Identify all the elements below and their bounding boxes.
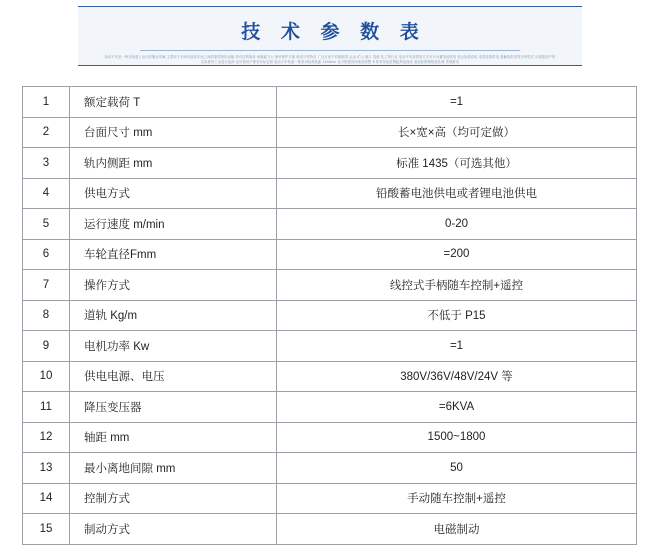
table-row: [23, 361, 637, 392]
row-number: 15: [23, 514, 70, 545]
header-subtext: 电动平车是一种在轨道上运行的搬运车辆 主要用于车间内部或车间之间的重型物料运输 具有结构简单 承载能力大 使用维护方便 耗电少等特点 广泛应用于机械制造 冶金 矿山 港口 造船 化工等行业 电动平车按供电方式可分为蓄电池供电 低压轨道供电 电缆卷筒供电 滑触线供电等多种型式 可根据用户的实际使用工况进行选择 也可按用户要求非标定制 电动平车轨道一般采用标准轨距 1435mm 也可根据现场情况调整 车体采用优质钢板焊接而成 表面经除锈喷漆处理 美观耐用: [104, 55, 556, 64]
table-row: [23, 87, 637, 118]
table-row: [23, 270, 637, 301]
row-number: 1: [23, 87, 70, 118]
banner-divider: [140, 50, 520, 51]
row-number: 7: [23, 270, 70, 301]
row-item-label: 道轨 Kg/m: [70, 300, 277, 331]
table-row: [23, 209, 637, 240]
row-number: 10: [23, 361, 70, 392]
row-item-value: 标准 1435（可选其他）: [277, 148, 637, 179]
row-item-value: 0-20: [277, 209, 637, 240]
row-number: 4: [23, 178, 70, 209]
row-item-value: 铅酸蓄电池供电或者锂电池供电: [277, 178, 637, 209]
row-item-label: 额定载荷 T: [70, 87, 277, 118]
header-banner: [78, 6, 582, 66]
row-item-label: 操作方式: [70, 270, 277, 301]
row-number: 3: [23, 148, 70, 179]
table-row: [23, 178, 637, 209]
row-item-label: 轴距 mm: [70, 422, 277, 453]
table-row: [23, 117, 637, 148]
row-item-label: 车轮直径Fmm: [70, 239, 277, 270]
row-item-value: 线控式手柄随车控制+遥控: [277, 270, 637, 301]
row-item-label: 轨内侧距 mm: [70, 148, 277, 179]
row-item-value: 不低于 P15: [277, 300, 637, 331]
spec-table-body: [23, 87, 637, 545]
table-row: [23, 392, 637, 423]
row-item-value: 50: [277, 453, 637, 484]
row-number: 9: [23, 331, 70, 362]
table-row: [23, 300, 637, 331]
row-number: 8: [23, 300, 70, 331]
row-number: 11: [23, 392, 70, 423]
row-item-label: 降压变压器: [70, 392, 277, 423]
table-row: [23, 422, 637, 453]
table-row: [23, 483, 637, 514]
row-number: 13: [23, 453, 70, 484]
table-row: [23, 453, 637, 484]
row-item-value: 1500~1800: [277, 422, 637, 453]
row-item-value: 手动随车控制+遥控: [277, 483, 637, 514]
row-number: 6: [23, 239, 70, 270]
row-item-label: 控制方式: [70, 483, 277, 514]
row-item-value: =6KVA: [277, 392, 637, 423]
row-item-label: 台面尺寸 mm: [70, 117, 277, 148]
row-item-value: =200: [277, 239, 637, 270]
row-item-value: =1: [277, 331, 637, 362]
table-row: [23, 331, 637, 362]
row-item-label: 电机功率 Kw: [70, 331, 277, 362]
row-item-label: 制动方式: [70, 514, 277, 545]
row-item-label: 供电电源、电压: [70, 361, 277, 392]
spec-table: [22, 86, 637, 545]
row-item-value: 长×宽×高（均可定做）: [277, 117, 637, 148]
row-item-value: 电磁制动: [277, 514, 637, 545]
row-item-label: 最小离地间隙 mm: [70, 453, 277, 484]
row-number: 14: [23, 483, 70, 514]
page-title: 技 术 参 数 表: [241, 21, 426, 43]
row-number: 5: [23, 209, 70, 240]
table-row: [23, 148, 637, 179]
row-item-label: 运行速度 m/min: [70, 209, 277, 240]
row-number: 2: [23, 117, 70, 148]
table-row: [23, 514, 637, 545]
row-item-label: 供电方式: [70, 178, 277, 209]
row-number: 12: [23, 422, 70, 453]
table-row: [23, 239, 637, 270]
row-item-value: 380V/36V/48V/24V 等: [277, 361, 637, 392]
row-item-value: =1: [277, 87, 637, 118]
